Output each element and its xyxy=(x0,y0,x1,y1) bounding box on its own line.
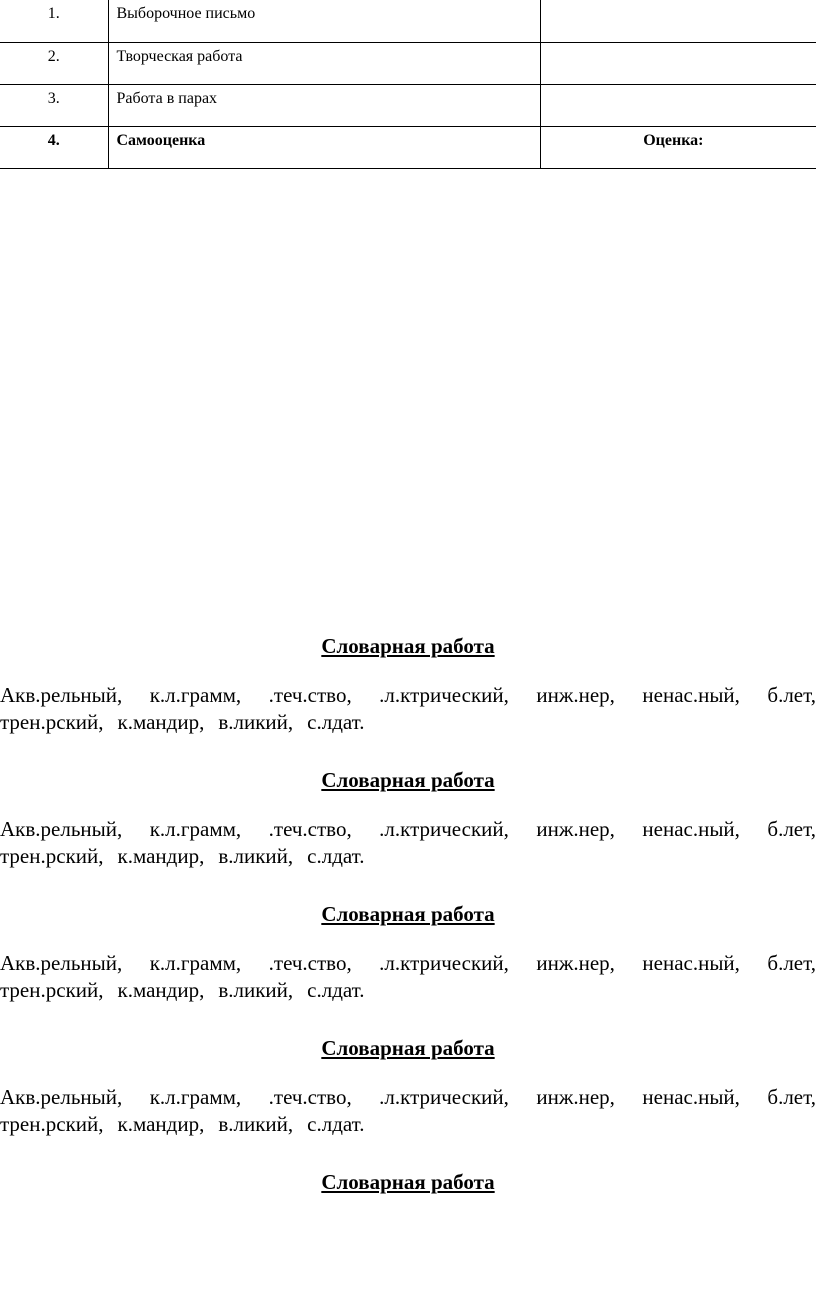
word: в.ликий, xyxy=(218,710,294,734)
word: б.лет, xyxy=(767,683,816,707)
task-name: Работа в парах xyxy=(108,84,540,126)
word: с.лдат. xyxy=(307,1112,365,1136)
word: инж.нер, xyxy=(536,951,615,975)
vocabulary-blocks xyxy=(0,628,816,1298)
word: трен.рский, xyxy=(0,978,104,1002)
word: в.ликий, xyxy=(218,978,294,1002)
word: с.лдат. xyxy=(307,844,365,868)
word: к.л.грамм, xyxy=(149,1085,242,1109)
table-row xyxy=(0,126,816,168)
word: ненас.ный, xyxy=(642,1085,740,1109)
row-number: 4. xyxy=(0,126,108,168)
word-list xyxy=(0,816,816,870)
word: в.ликий, xyxy=(218,844,294,868)
word-list xyxy=(0,682,816,736)
word-line xyxy=(0,682,816,709)
word: .теч.ство, xyxy=(268,951,352,975)
block-title: Словарная работа xyxy=(321,1036,495,1060)
word: к.мандир, xyxy=(117,1112,205,1136)
block-title: Словарная работа xyxy=(321,768,495,792)
word: трен.рский, xyxy=(0,844,104,868)
word: ненас.ный, xyxy=(642,683,740,707)
word: инж.нер, xyxy=(536,817,615,841)
task-name: Самооценка xyxy=(108,126,540,168)
grade-label: Оценка: xyxy=(540,126,816,168)
word: Акв.рельный, xyxy=(0,1085,123,1109)
vocabulary-block xyxy=(0,762,816,896)
word-line xyxy=(0,977,816,1004)
word: инж.нер, xyxy=(536,683,615,707)
block-title: Словарная работа xyxy=(321,634,495,658)
word: .л.ктрический, xyxy=(379,1085,509,1109)
table-row xyxy=(0,42,816,84)
word-list xyxy=(0,950,816,1004)
word: к.л.грамм, xyxy=(149,817,242,841)
vocabulary-block xyxy=(0,1164,816,1298)
block-title: Словарная работа xyxy=(321,1170,495,1194)
word: трен.рский, xyxy=(0,1112,104,1136)
word-line xyxy=(0,1111,816,1138)
vocabulary-block xyxy=(0,1030,816,1164)
mark-cell xyxy=(540,42,816,84)
grading-table xyxy=(0,0,816,169)
word: .теч.ство, xyxy=(268,1085,352,1109)
word: Акв.рельный, xyxy=(0,951,123,975)
word-line xyxy=(0,816,816,843)
mark-cell xyxy=(540,0,816,42)
word: ненас.ный, xyxy=(642,951,740,975)
row-number: 1. xyxy=(0,0,108,42)
word: .л.ктрический, xyxy=(379,817,509,841)
word: к.л.грамм, xyxy=(149,683,242,707)
row-number: 3. xyxy=(0,84,108,126)
word: трен.рский, xyxy=(0,710,104,734)
task-name: Творческая работа xyxy=(108,42,540,84)
word-line xyxy=(0,950,816,977)
row-number: 2. xyxy=(0,42,108,84)
word: б.лет, xyxy=(767,1085,816,1109)
word-line xyxy=(0,709,816,736)
vocabulary-block xyxy=(0,896,816,1030)
word: к.л.грамм, xyxy=(149,951,242,975)
word-line xyxy=(0,1084,816,1111)
word: к.мандир, xyxy=(117,710,205,734)
word-line xyxy=(0,843,816,870)
word: Акв.рельный, xyxy=(0,683,123,707)
word: .л.ктрический, xyxy=(379,951,509,975)
block-title: Словарная работа xyxy=(321,902,495,926)
word: .теч.ство, xyxy=(268,817,352,841)
word: ненас.ный, xyxy=(642,817,740,841)
word: .теч.ство, xyxy=(268,683,352,707)
word-list xyxy=(0,1084,816,1138)
word: Акв.рельный, xyxy=(0,817,123,841)
table-row xyxy=(0,84,816,126)
word: к.мандир, xyxy=(117,844,205,868)
word: с.лдат. xyxy=(307,978,365,1002)
word: с.лдат. xyxy=(307,710,365,734)
word: к.мандир, xyxy=(117,978,205,1002)
word: в.ликий, xyxy=(218,1112,294,1136)
word: б.лет, xyxy=(767,817,816,841)
task-name: Выборочное письмо xyxy=(108,0,540,42)
table-row xyxy=(0,0,816,42)
vocabulary-block xyxy=(0,628,816,762)
word: б.лет, xyxy=(767,951,816,975)
word: инж.нер, xyxy=(536,1085,615,1109)
mark-cell xyxy=(540,84,816,126)
word: .л.ктрический, xyxy=(379,683,509,707)
